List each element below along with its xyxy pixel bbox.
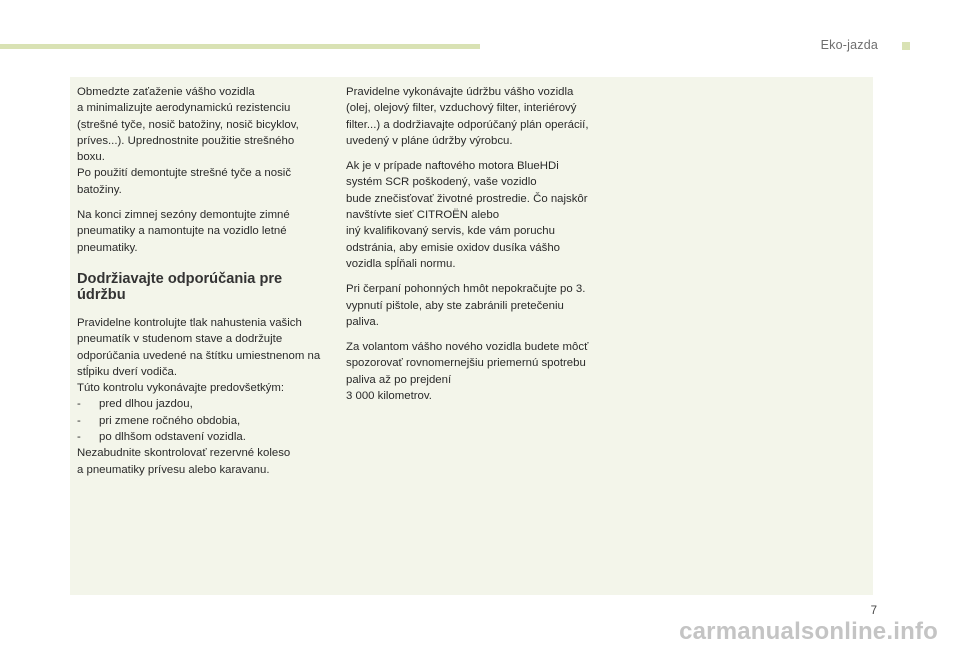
watermark-text: carmanualsonline.info <box>679 618 938 645</box>
paragraph-consumption: Za volantom vášho nového vozidla budete môcť spozorovať rovnomernejšiu priemernú spotrebu paliva až po prejdení 3 000 kilometrov. <box>346 341 589 403</box>
paragraph-load-reduction: Obmedzte zaťaženie vášho vozidla a minimalizujte aerodynamickú rezistenciu (strešné tyče, nosič batožiny, nosič bicyklov, príves...). Uprednostnite použitie strešného boxu. Po použití demontujte strešné tyče a nosič batožiny. <box>77 86 299 196</box>
header-accent-bar <box>0 44 480 49</box>
check-occasions-list <box>77 396 325 445</box>
page-number: 7 <box>870 605 877 617</box>
paragraph-winter-tyres: Na konci zimnej sezóny demontujte zimné pneumatiky a namontujte na vozidlo letné pneumatiky. <box>77 209 290 254</box>
left-column <box>77 84 325 487</box>
section-title: Eko-jazda <box>820 38 878 52</box>
maintenance-heading: Dodržiavajte odporúčania pre údržbu <box>77 270 283 303</box>
right-column <box>346 84 594 413</box>
section-marker <box>902 42 910 50</box>
list-item: - pri zmene ročného obdobia, <box>77 414 241 427</box>
paragraph-scr-system: Ak je v prípade naftového motora BlueHDi systém SCR poškodený, vaše vozidlo bude znečisťovať životné prostredie. Čo najskôr navštívte sieť CITROËN alebo iný kvalifikovaný servis, kde vám poruchu odstránia, aby emisie oxidov dusíka vášho vozidla spĺňali normu. <box>346 160 588 270</box>
paragraph-refuelling: Pri čerpaní pohonných hmôt nepokračujte po 3. vypnutí pištole, aby ste zabránili pretečeniu paliva. <box>346 283 586 328</box>
paragraph-regular-service: Pravidelne vykonávajte údržbu vášho vozidla (olej, olejový filter, vzduchový filter, interiérový filter...) a dodržiavajte odporúčaný plán operácií, uvedený v pláne údržby výrobcu. <box>346 86 589 147</box>
list-item: - pred dlhou jazdou, <box>77 398 193 411</box>
paragraph-spare-wheel: Nezabudnite skontrolovať rezervné koleso a pneumatiky prívesu alebo karavanu. <box>77 447 291 476</box>
list-item: - po dlhšom odstavení vozidla. <box>77 431 246 444</box>
paragraph-tyre-pressure: Pravidelne kontrolujte tlak nahustenia vašich pneumatík v studenom stave a dodržujte odporúčania uvedené na štítku umiestnenom na stĺpiku dverí vodiča. Túto kontrolu vykonávajte predovšetkým: <box>77 316 321 395</box>
